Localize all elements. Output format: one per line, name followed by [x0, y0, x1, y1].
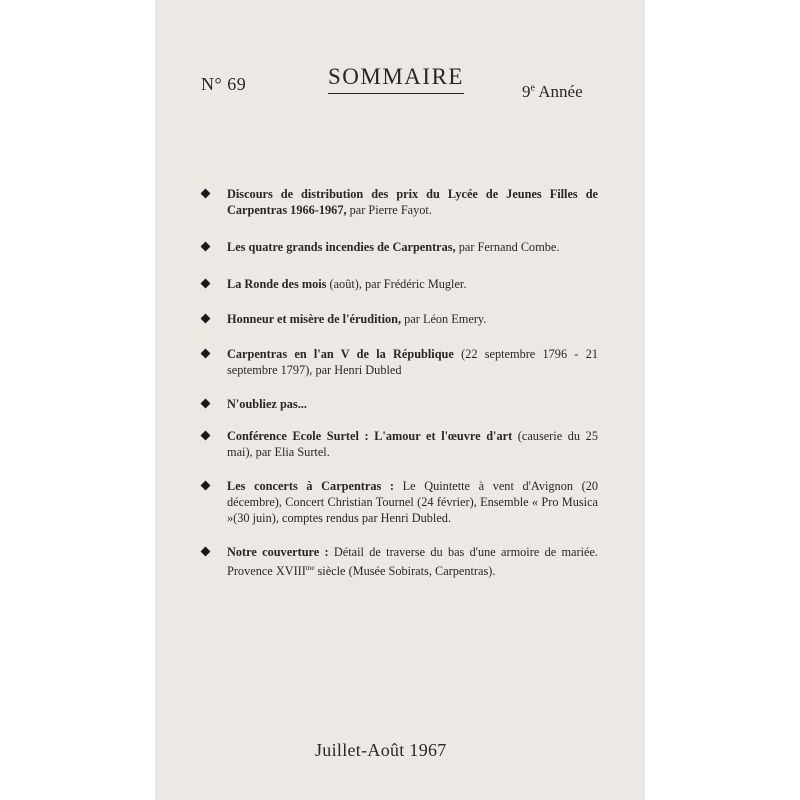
toc-item-author: (causerie du 25 mai), par Elia Surtel. — [227, 429, 598, 459]
toc-item-author: par Pierre Fayot. — [346, 203, 432, 217]
diamond-bullet-icon — [201, 481, 211, 491]
toc-item-discours — [198, 186, 598, 218]
toc-item-author: (août), par Frédéric Mugler. — [326, 277, 467, 291]
century-suffix: me — [305, 564, 315, 572]
diamond-bullet-icon — [201, 242, 211, 252]
year-number: 9 — [522, 82, 531, 101]
toc-item-ronde — [198, 276, 598, 292]
toc-item-title: N'oubliez pas... — [227, 397, 307, 411]
issue-number: N° 69 — [201, 74, 247, 94]
toc-item-title: Honneur et misère de l'érudition, — [227, 312, 402, 326]
toc-item-title: Notre couverture : — [227, 545, 329, 559]
toc-item-incendies — [198, 239, 598, 255]
toc-item-author: Le Quintette à vent d'Avignon (20 décembre), Concert Christian Tournel (24 février), Ensemble « Pro Musica »(30 juin), comptes rendus par Henri Dubled. — [227, 479, 599, 525]
diamond-bullet-icon — [201, 431, 211, 441]
table-of-contents — [198, 186, 598, 579]
issue-date: Juillet-Août 1967 — [315, 740, 447, 760]
year-word: Année — [538, 82, 583, 101]
toc-item-noubliez-pas — [198, 396, 598, 412]
sommaire-page — [155, 0, 645, 800]
diamond-bullet-icon — [201, 399, 211, 409]
toc-item-author: par Léon Emery. — [401, 312, 487, 326]
toc-item-title: Discours de distribution des prix du Lycée de Jeunes Filles de Carpentras 1966-1967, — [227, 187, 598, 217]
toc-item-title: Les concerts à Carpentras : — [227, 479, 395, 493]
diamond-bullet-icon — [201, 189, 211, 199]
toc-item-title: Les quatre grands incendies de Carpentras, — [227, 240, 456, 254]
toc-item-carpentras-an-v — [198, 346, 598, 378]
toc-item-title: Carpentras en l'an V de la République — [227, 347, 454, 361]
toc-item-title: La Ronde des mois — [227, 277, 327, 291]
toc-item-title: Conférence Ecole Surtel : L'amour et l'œuvre d'art — [227, 429, 513, 443]
diamond-bullet-icon — [201, 279, 211, 289]
toc-item-couverture — [198, 544, 598, 579]
toc-item-honneur — [198, 311, 598, 327]
page-title: SOMMAIRE — [328, 64, 464, 94]
year-suffix: e — [530, 82, 535, 94]
toc-item-author: par Fernand Combe. — [455, 240, 560, 254]
diamond-bullet-icon — [201, 349, 211, 359]
toc-item-conference — [198, 428, 598, 460]
diamond-bullet-icon — [201, 314, 211, 324]
toc-item-concerts — [198, 478, 598, 526]
year-label — [522, 82, 583, 102]
diamond-bullet-icon — [201, 547, 211, 557]
toc-item-author: (22 septembre 1796 - 21 septembre 1797), par Henri Dubled — [227, 347, 598, 377]
toc-item-description-end: siècle (Musée Sobirats, Carpentras). — [314, 564, 496, 579]
toc-item-description: Détail de traverse du bas d'une armoire de mariée. Provence XVIII — [227, 545, 598, 579]
